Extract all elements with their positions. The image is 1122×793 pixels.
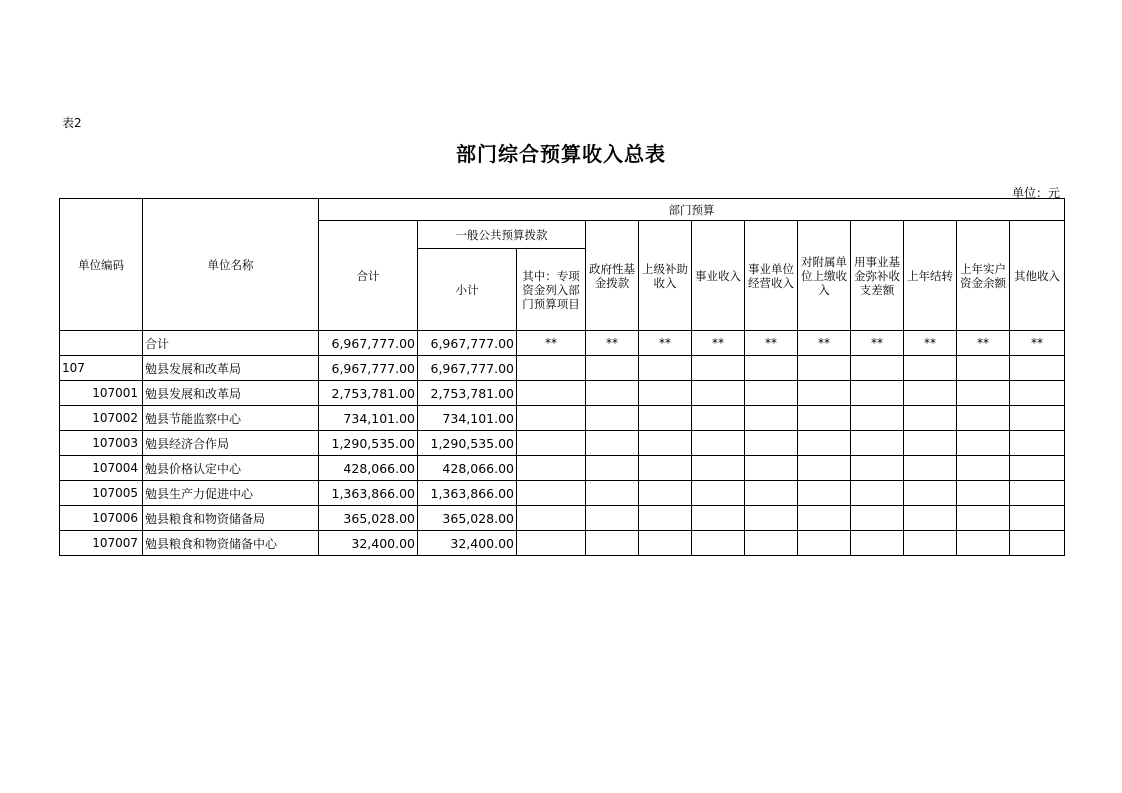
header-total: 合计: [319, 221, 418, 331]
star-cell: **: [1010, 331, 1065, 356]
unit-code: 107: [60, 356, 143, 381]
unit-code: 107001: [60, 381, 143, 406]
unit-name: 勉县价格认定中心: [143, 456, 319, 481]
row-subtotal: 1,363,866.00: [418, 481, 517, 506]
header-name: 单位名称: [143, 199, 319, 331]
row-total: 6,967,777.00: [319, 356, 418, 381]
table-row: [60, 356, 1065, 381]
total-row: [60, 331, 1065, 356]
star-cell: **: [692, 331, 745, 356]
row-subtotal: 2,753,781.00: [418, 381, 517, 406]
table-row: [60, 406, 1065, 431]
row-subtotal: 6,967,777.00: [418, 356, 517, 381]
unit-code: 107005: [60, 481, 143, 506]
unit-code: 107006: [60, 506, 143, 531]
header-subtotal: 小计: [418, 249, 517, 331]
header-special: 其中：专项资金列入部门预算项目: [517, 249, 586, 331]
row-subtotal: 1,290,535.00: [418, 431, 517, 456]
table-row: [60, 381, 1065, 406]
star-cell: **: [957, 331, 1010, 356]
row-subtotal: 428,066.00: [418, 456, 517, 481]
table-row: [60, 456, 1065, 481]
header-fund-offset: 用事业基金弥补收支差额: [851, 221, 904, 331]
header-business-income: 事业收入: [692, 221, 745, 331]
row-total: 428,066.00: [319, 456, 418, 481]
row-subtotal: 32,400.00: [418, 531, 517, 556]
header-gov-fund: 政府性基金拨款: [586, 221, 639, 331]
row-subtotal: 734,101.00: [418, 406, 517, 431]
unit-name: 勉县经济合作局: [143, 431, 319, 456]
unit-code: 107007: [60, 531, 143, 556]
unit-name: 勉县粮食和物资储备中心: [143, 531, 319, 556]
unit-code: 107004: [60, 456, 143, 481]
unit-name: 勉县发展和改革局: [143, 356, 319, 381]
row-total: 365,028.00: [319, 506, 418, 531]
budget-table: [59, 198, 1065, 556]
table-number: 表2: [62, 116, 82, 130]
row-subtotal: 365,028.00: [418, 506, 517, 531]
unit-name: 勉县粮食和物资储备局: [143, 506, 319, 531]
unit-code: 107002: [60, 406, 143, 431]
unit-name: 勉县节能监察中心: [143, 406, 319, 431]
row-total: 1,363,866.00: [319, 481, 418, 506]
total-code: [60, 331, 143, 356]
star-cell: **: [586, 331, 639, 356]
table-row: [60, 506, 1065, 531]
unit-name: 勉县发展和改革局: [143, 381, 319, 406]
star-cell: **: [639, 331, 692, 356]
page-title: 部门综合预算收入总表: [456, 142, 666, 166]
unit-label: 单位：元: [1011, 186, 1060, 200]
table-row: [60, 431, 1065, 456]
header-carryover: 上年结转: [904, 221, 957, 331]
star-cell: **: [851, 331, 904, 356]
row-total: 1,290,535.00: [319, 431, 418, 456]
header-upper-subsidy: 上级补助收入: [639, 221, 692, 331]
star-cell: **: [517, 331, 586, 356]
total-subtotal: 6,967,777.00: [418, 331, 517, 356]
star-cell: **: [745, 331, 798, 356]
header-dept-budget: 部门预算: [319, 199, 1065, 221]
header-balance: 上年实户资金余额: [957, 221, 1010, 331]
header-general-public: 一般公共预算拨款: [418, 221, 586, 249]
unit-name: 勉县生产力促进中心: [143, 481, 319, 506]
table-row: [60, 531, 1065, 556]
star-cell: **: [904, 331, 957, 356]
row-total: 32,400.00: [319, 531, 418, 556]
total-name: 合计: [143, 331, 319, 356]
row-total: 2,753,781.00: [319, 381, 418, 406]
header-affiliated: 对附属单位上缴收入: [798, 221, 851, 331]
header-code: 单位编码: [60, 199, 143, 331]
total-amount: 6,967,777.00: [319, 331, 418, 356]
table-row: [60, 481, 1065, 506]
unit-code: 107003: [60, 431, 143, 456]
star-cell: **: [798, 331, 851, 356]
header-operating-income: 事业单位经营收入: [745, 221, 798, 331]
row-total: 734,101.00: [319, 406, 418, 431]
header-other: 其他收入: [1010, 221, 1065, 331]
